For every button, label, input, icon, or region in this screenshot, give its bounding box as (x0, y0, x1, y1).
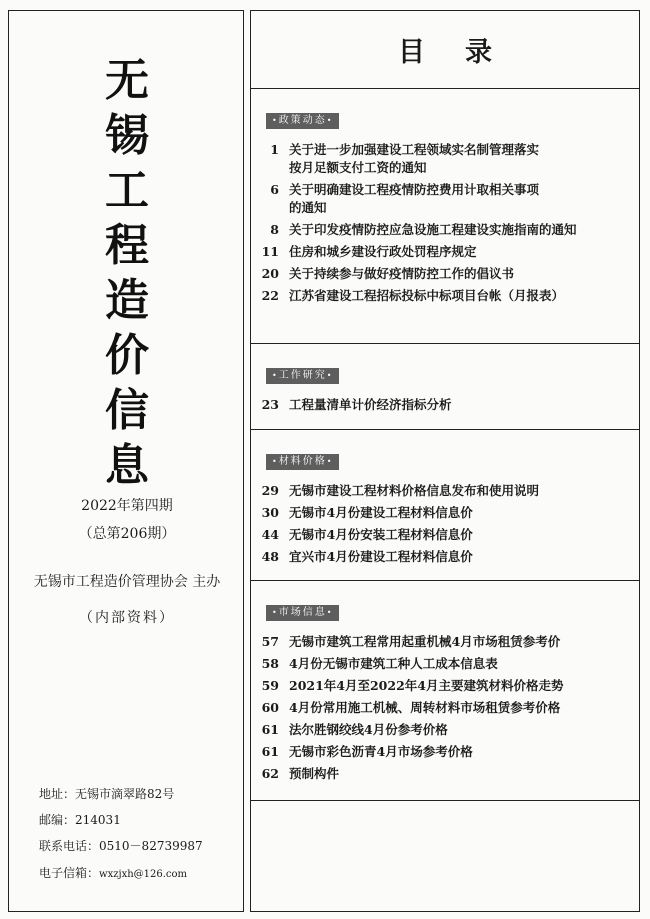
item-title: 住房和城乡建设行政处罚程序规定 (289, 244, 477, 259)
toc-item[interactable] (251, 743, 639, 761)
issue-number: 2022年第四期 (81, 498, 173, 514)
toc-item[interactable] (251, 482, 639, 500)
item-title: 关于持续参与做好疫情防控工作的倡议书 (289, 266, 515, 281)
item-title-cont: 按月足额支付工资的通知 (289, 160, 427, 175)
section-tag: • 政策动态 • (266, 113, 339, 129)
item-title: 江苏省建设工程招标投标中标项目台帐（月报表） (289, 288, 565, 303)
address-value: 无锡市滴翠路82号 (75, 787, 175, 801)
title-char: 程 (105, 220, 149, 271)
page-number: 60 (261, 700, 279, 715)
item-title: 无锡市4月份安装工程材料信息价 (289, 527, 473, 542)
toc-item[interactable] (251, 243, 639, 261)
section-tag: • 工作研究 • (266, 368, 339, 384)
toc-item[interactable] (251, 655, 639, 673)
item-title: 2021年4月至2022年4月主要建筑材料价格走势 (289, 678, 564, 693)
page-number: 61 (261, 744, 279, 759)
page-number: 61 (261, 722, 279, 737)
page-number: 57 (261, 634, 279, 649)
vertical-title (9, 53, 245, 493)
page-number: 62 (261, 766, 279, 781)
toc-item[interactable] (251, 765, 639, 783)
host-organization: 无锡市工程造价管理协会 主办 (33, 574, 221, 590)
page-number: 20 (261, 266, 279, 281)
item-title: 法尔胜钢绞线4月份参考价格 (289, 722, 448, 737)
item-title: 预制构件 (289, 766, 340, 781)
page-number: 30 (261, 505, 279, 520)
issue-total: （总第206期） (78, 526, 176, 542)
toc-item[interactable] (251, 504, 639, 522)
toc-item[interactable] (251, 721, 639, 739)
title-char: 造 (105, 275, 149, 326)
title-char: 信 (105, 385, 149, 436)
item-title: 4月份无锡市建筑工种人工成本信息表 (289, 656, 498, 671)
item-title: 关于明确建设工程疫情防控费用计取相关事项 (289, 182, 540, 197)
page-number: 22 (261, 288, 279, 303)
phone-label: 联系电话： (39, 839, 100, 853)
toc-item[interactable] (251, 548, 639, 566)
postcode-value: 214031 (75, 813, 121, 827)
page-number: 23 (261, 397, 279, 412)
email-value: wxzjxh@126.com (99, 869, 188, 880)
toc-section-market (251, 581, 639, 801)
toc-section-materials (251, 430, 639, 581)
toc-item[interactable] (251, 526, 639, 544)
cover-panel (8, 10, 244, 912)
toc-list (251, 141, 639, 309)
toc-section-policy (251, 89, 639, 344)
page-number: 1 (270, 142, 279, 157)
item-title-cont: 的通知 (289, 200, 327, 215)
postcode-label: 邮编： (39, 813, 76, 827)
item-title: 宜兴市4月份建设工程材料信息价 (289, 549, 473, 564)
toc-item[interactable] (251, 141, 639, 177)
item-title: 关于印发疫情防控应急设施工程建设实施指南的通知 (289, 222, 577, 237)
item-title: 无锡市彩色沥青4月市场参考价格 (289, 744, 473, 759)
address-line (39, 785, 174, 802)
page-number: 59 (261, 678, 279, 693)
toc-item[interactable] (251, 181, 639, 217)
title-char: 无 (105, 55, 149, 106)
section-tag: • 市场信息 • (266, 605, 339, 621)
page-number: 8 (270, 222, 279, 237)
page-number: 11 (261, 244, 279, 259)
section-tag: • 材料价格 • (266, 454, 339, 470)
email-line (39, 864, 187, 881)
internal-note: （内部资料） (79, 610, 175, 626)
toc-item[interactable] (251, 699, 639, 717)
toc-item[interactable] (251, 221, 639, 239)
toc-panel (250, 10, 640, 912)
toc-item[interactable] (251, 265, 639, 283)
page-number: 48 (261, 549, 279, 564)
address-label: 地址： (39, 787, 76, 801)
toc-list (251, 633, 639, 787)
postcode-line (39, 811, 121, 828)
title-char: 工 (105, 165, 149, 216)
page-number: 29 (261, 483, 279, 498)
toc-item[interactable] (251, 287, 639, 305)
toc-section-research (251, 344, 639, 430)
phone-line (39, 837, 203, 854)
email-label: 电子信箱： (39, 866, 100, 880)
item-title: 无锡市建设工程材料价格信息发布和使用说明 (289, 483, 540, 498)
toc-list (251, 396, 639, 418)
item-title: 工程量清单计价经济指标分析 (289, 397, 452, 412)
toc-item[interactable] (251, 633, 639, 651)
title-char: 息 (105, 440, 149, 491)
page-number: 58 (261, 656, 279, 671)
toc-heading: 目录 (251, 11, 639, 89)
item-title: 关于进一步加强建设工程领域实名制管理落实 (289, 142, 540, 157)
page-number: 44 (261, 527, 279, 542)
phone-value: 0510－82739987 (99, 839, 203, 853)
item-title: 无锡市4月份建设工程材料信息价 (289, 505, 473, 520)
page-number: 6 (270, 182, 279, 197)
title-char: 价 (105, 330, 149, 381)
item-title: 无锡市建筑工程常用起重机械4月市场租赁参考价 (289, 634, 561, 649)
toc-item[interactable] (251, 396, 639, 414)
toc-item[interactable] (251, 677, 639, 695)
toc-list (251, 482, 639, 570)
title-char: 锡 (105, 110, 149, 161)
item-title: 4月份常用施工机械、周转材料市场租赁参考价格 (289, 700, 561, 715)
